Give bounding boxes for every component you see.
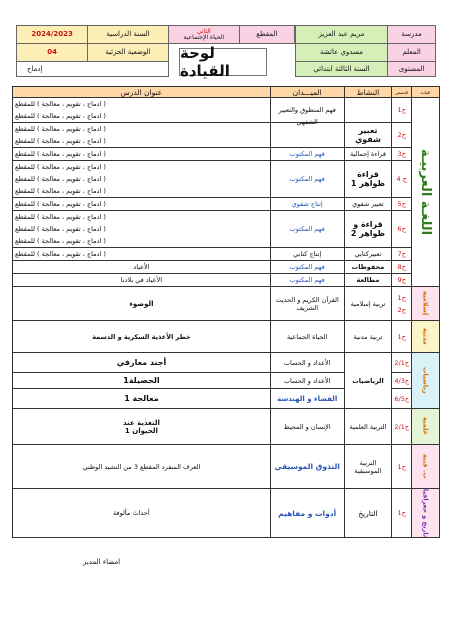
- islamic-quota: 1ح 2ح: [392, 287, 412, 321]
- page-title: لوحة القيادة: [179, 48, 267, 76]
- arabic-lessons-7: ( ادماج ، تقويم ، معالجة ) للمقطع: [13, 248, 271, 261]
- islamic-activity: تربية إسلامية: [344, 287, 392, 321]
- history-quota: 1ح: [392, 489, 412, 538]
- subject-science: علمية: [412, 409, 440, 445]
- level-label: المستوى: [388, 62, 436, 77]
- math-lesson-2: الحصيلة1: [13, 373, 271, 389]
- art-field: التذوق الموسيقي: [270, 445, 344, 489]
- arabic-quota-3: 3ح: [392, 148, 412, 161]
- situation-value: إدماج: [17, 62, 169, 77]
- arabic-quota-4: 4 ح: [392, 161, 412, 198]
- arabic-lessons-4: ( ادماج ، تقويم ، معالجة ) للمقطع ( ادماج ، تقويم ، معالجة ) للمقطع ( ادماج ، تقويم ، معالجة ) للمقطع: [13, 161, 271, 198]
- arabic-lessons-9: الأعياد في بلادنا: [13, 274, 271, 287]
- arabic-field-6: فهم المكتوب: [270, 211, 344, 248]
- year-label: السنة الدراسية: [88, 26, 169, 44]
- subject-islamic: إسلامية: [412, 287, 440, 321]
- segment-name: الحياة الإجتماعية: [183, 33, 225, 41]
- civic-field: الحياة الجماعية: [270, 321, 344, 353]
- arabic-activity-6: قراءة و ظواهر 2: [344, 211, 392, 248]
- math-activity: الرياضيات: [344, 353, 392, 409]
- arabic-activity-5: تعبير شفوي: [344, 198, 392, 211]
- arabic-lessons-1: ( ادماج ، تقويم ، معالجة ) للمقطع ( ادماج ، تقويم ، معالجة ) للمقطع: [13, 98, 271, 123]
- math-field-1: الأعداد و الحساب: [270, 353, 344, 373]
- col-quota-header: الحصص: [392, 87, 412, 98]
- level-value: السنة الثالثة ابتدائي: [295, 62, 387, 77]
- situation-label: الوضعية الجزئية: [88, 44, 169, 62]
- schedule-table: [12, 86, 440, 538]
- arabic-activity-8: محفوظات: [344, 261, 392, 274]
- col-field-header: الميـــدان: [270, 87, 344, 98]
- segment-label: المقطع: [239, 26, 294, 44]
- civic-lesson: خطر الأغذية السكرية و الدسمة: [13, 321, 271, 353]
- math-field-3: الفضاء و الهندسة: [270, 389, 344, 409]
- arabic-quota-6: 6ح: [392, 211, 412, 248]
- math-quota-1: 2/1ح: [392, 353, 412, 373]
- subject-art: ت. فنية: [412, 445, 440, 489]
- arabic-field-9: فهم المكتوب: [270, 274, 344, 287]
- teacher-value: مسدوي عائشة: [295, 44, 387, 62]
- history-activity: التاريخ: [344, 489, 392, 538]
- arabic-field-4: فهم المكتوب: [270, 161, 344, 198]
- math-lesson-1: أجند معارفي: [13, 353, 271, 373]
- arabic-quota-1: 1ح: [392, 98, 412, 123]
- arabic-quota-7: 7ح: [392, 248, 412, 261]
- history-field: أدوات و مفاهيم: [270, 489, 344, 538]
- arabic-field-7: إنتاج كتابي: [270, 248, 344, 261]
- arabic-lessons-6: ( ادماج ، تقويم ، معالجة ) للمقطع ( ادماج ، تقويم ، معالجة ) للمقطع ( ادماج ، تقويم ، معالجة ) للمقطع: [13, 211, 271, 248]
- col-activity-header: النشاط: [344, 87, 392, 98]
- math-field-2: الأعداد و الحساب: [270, 373, 344, 389]
- islamic-lesson: الوضوء: [13, 287, 271, 321]
- math-quota-2: 4/3ح: [392, 373, 412, 389]
- subject-arabic: اللغـة العربيـة: [412, 98, 440, 287]
- arabic-quota-9: 9ح: [392, 274, 412, 287]
- science-activity: التربية العلمية: [344, 409, 392, 445]
- arabic-activity-2: تعبير شفوي: [344, 123, 392, 148]
- week-value: 04: [17, 44, 88, 62]
- civic-quota: 1ح: [392, 321, 412, 353]
- math-lesson-3: معالجة 1: [13, 389, 271, 409]
- arabic-quota-2: 2ح: [392, 123, 412, 148]
- school-label: مدرسة: [388, 26, 436, 44]
- arabic-lessons-2: ( ادماج ، تقويم ، معالجة ) للمقطع ( ادماج ، تقويم ، معالجة ) للمقطع: [13, 123, 271, 148]
- arabic-field-5: إنتاج شفوي: [270, 198, 344, 211]
- civic-activity: تربية مدنية: [344, 321, 392, 353]
- arabic-activity-4: قراءة ظواهر 1: [344, 161, 392, 198]
- segment-value: الثاني: [196, 27, 211, 35]
- subject-history: تاريخ و جغرافيا: [412, 489, 440, 538]
- math-quota-3: 6/5ح: [392, 389, 412, 409]
- subject-civic: مدنية: [412, 321, 440, 353]
- arabic-lessons-8: الأعياد: [13, 261, 271, 274]
- year-value: 2024/2023: [17, 26, 88, 44]
- arabic-activity-3: قراءة إجمالية: [344, 148, 392, 161]
- art-activity: التربية الموسيقية: [344, 445, 392, 489]
- art-lesson: العزف المنفرد المقطع 3 من النشيد الوطني: [13, 445, 271, 489]
- director-signature-label: امضاء المدير: [83, 558, 121, 566]
- arabic-lessons-5: ( ادماج ، تقويم ، معالجة ) للمقطع: [13, 198, 271, 211]
- science-quota: 2/1ح: [392, 409, 412, 445]
- arabic-activity-1: [344, 98, 392, 123]
- arabic-activity-7: تعبيركتابي: [344, 248, 392, 261]
- science-lesson: التغذية عند الحيوان 1: [13, 409, 271, 445]
- teacher-label: المعلم: [388, 44, 436, 62]
- col-lesson-header: عنوان الدرس: [13, 87, 271, 98]
- segment-cell: [168, 26, 239, 44]
- school-value: مريم عبد العزيز: [295, 26, 387, 44]
- islamic-field: القرآن الكريم و الحديث الشريف: [270, 287, 344, 321]
- history-lesson: أحداث مألوفة: [13, 489, 271, 538]
- arabic-field-1: فهم المنطوق والتعبير الشفهي: [270, 98, 344, 123]
- science-field: الإنسان و المحيط: [270, 409, 344, 445]
- subject-math: رياضيات: [412, 353, 440, 409]
- col-subject-header: المادة: [412, 87, 440, 98]
- arabic-lessons-3: ( ادماج ، تقويم ، معالجة ) للمقطع: [13, 148, 271, 161]
- art-quota: 1ح: [392, 445, 412, 489]
- arabic-field-3: فهم المكتوب: [270, 148, 344, 161]
- arabic-quota-8: 8ح: [392, 261, 412, 274]
- arabic-quota-5: 5ح: [392, 198, 412, 211]
- arabic-activity-9: مطالعة: [344, 274, 392, 287]
- arabic-field-8: فهم المكتوب: [270, 261, 344, 274]
